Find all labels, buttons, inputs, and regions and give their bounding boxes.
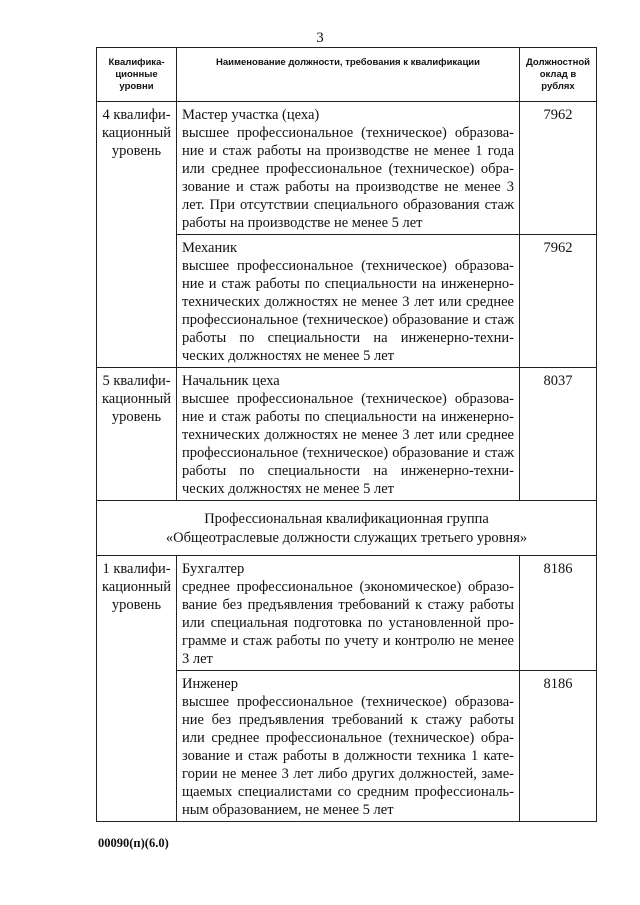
position-cell [177, 235, 520, 368]
document-code: 00090(п)(6.0) [98, 836, 169, 850]
position-title: Инженер [182, 676, 238, 692]
position-title: Бухгалтер [182, 561, 245, 577]
header-salary: Должностной оклад в рублях [520, 48, 597, 102]
salary-cell: 7962 [520, 102, 597, 235]
salary-cell: 8186 [520, 556, 597, 671]
position-requirements: высшее профессиональное (техническое) образова-ние и стаж работы по специальности на инженерно-технических должностях не менее 3 лет или среднее профессиональное (техническое) образование и стаж работы по специальности на инженерно-техни-ческих должностях не менее 5 лет [182, 258, 514, 364]
position-requirements: среднее профессиональное (экономическое) образо-вание без предъявления требований к стажу работы или специальная подготовка по установленной про-грамме и стаж работы по учету и контролю не менее 3 лет [182, 579, 514, 667]
position-title: Механик [182, 240, 238, 256]
group-heading-line2: «Общеотраслевые должности служащих третьего уровня» [165, 530, 528, 546]
salary-cell: 7962 [520, 235, 597, 368]
position-requirements: высшее профессиональное (техническое) образова-ние и стаж работы на производстве не менее 1 года или среднее профессиональное (техническое) обра-зование и стаж работы на производстве не менее 3 лет. При отсутствии специального образования стаж работы на производстве не менее 5 лет [182, 125, 514, 231]
level-cell: 4 квалифи-кационный уровень [97, 102, 177, 368]
position-title: Начальник цеха [182, 373, 280, 389]
group-heading-line1: Профессиональная квалификационная группа [204, 511, 489, 527]
position-title: Мастер участка (цеха) [182, 107, 320, 123]
salary-cell: 8186 [520, 671, 597, 822]
table-row [97, 102, 597, 235]
page-number: 3 [316, 30, 324, 46]
position-cell [177, 556, 520, 671]
group-heading [97, 501, 597, 556]
table-header-row [97, 48, 597, 102]
table-row [97, 368, 597, 501]
group-heading-row [97, 501, 597, 556]
salary-cell: 8037 [520, 368, 597, 501]
header-level: Квалифика-ционные уровни [97, 48, 177, 102]
position-requirements: высшее профессиональное (техническое) образова-ние и стаж работы по специальности на инженерно-технических должностях не менее 3 лет или среднее профессиональное (техническое) образование и стаж работы по специальности на инженерно-техни-ческих должностях не менее 5 лет [182, 391, 514, 497]
position-cell [177, 671, 520, 822]
position-requirements: высшее профессиональное (техническое) образова-ние без предъявления требований к стажу работы или среднее профессиональное (техническое) обра-зование и стаж работы в должности техника 1 кате-гории не менее 3 лет либо других должностей, заме-щаемых специалистами со средним профессиональ-ным образованием, не менее 5 лет [182, 694, 514, 818]
table-row [97, 556, 597, 671]
level-cell: 5 квалифи-кационный уровень [97, 368, 177, 501]
position-cell [177, 368, 520, 501]
level-cell: 1 квалифи-кационный уровень [97, 556, 177, 822]
position-cell [177, 102, 520, 235]
qualification-table [96, 47, 597, 822]
header-name: Наименование должности, требования к квалификации [177, 48, 520, 102]
